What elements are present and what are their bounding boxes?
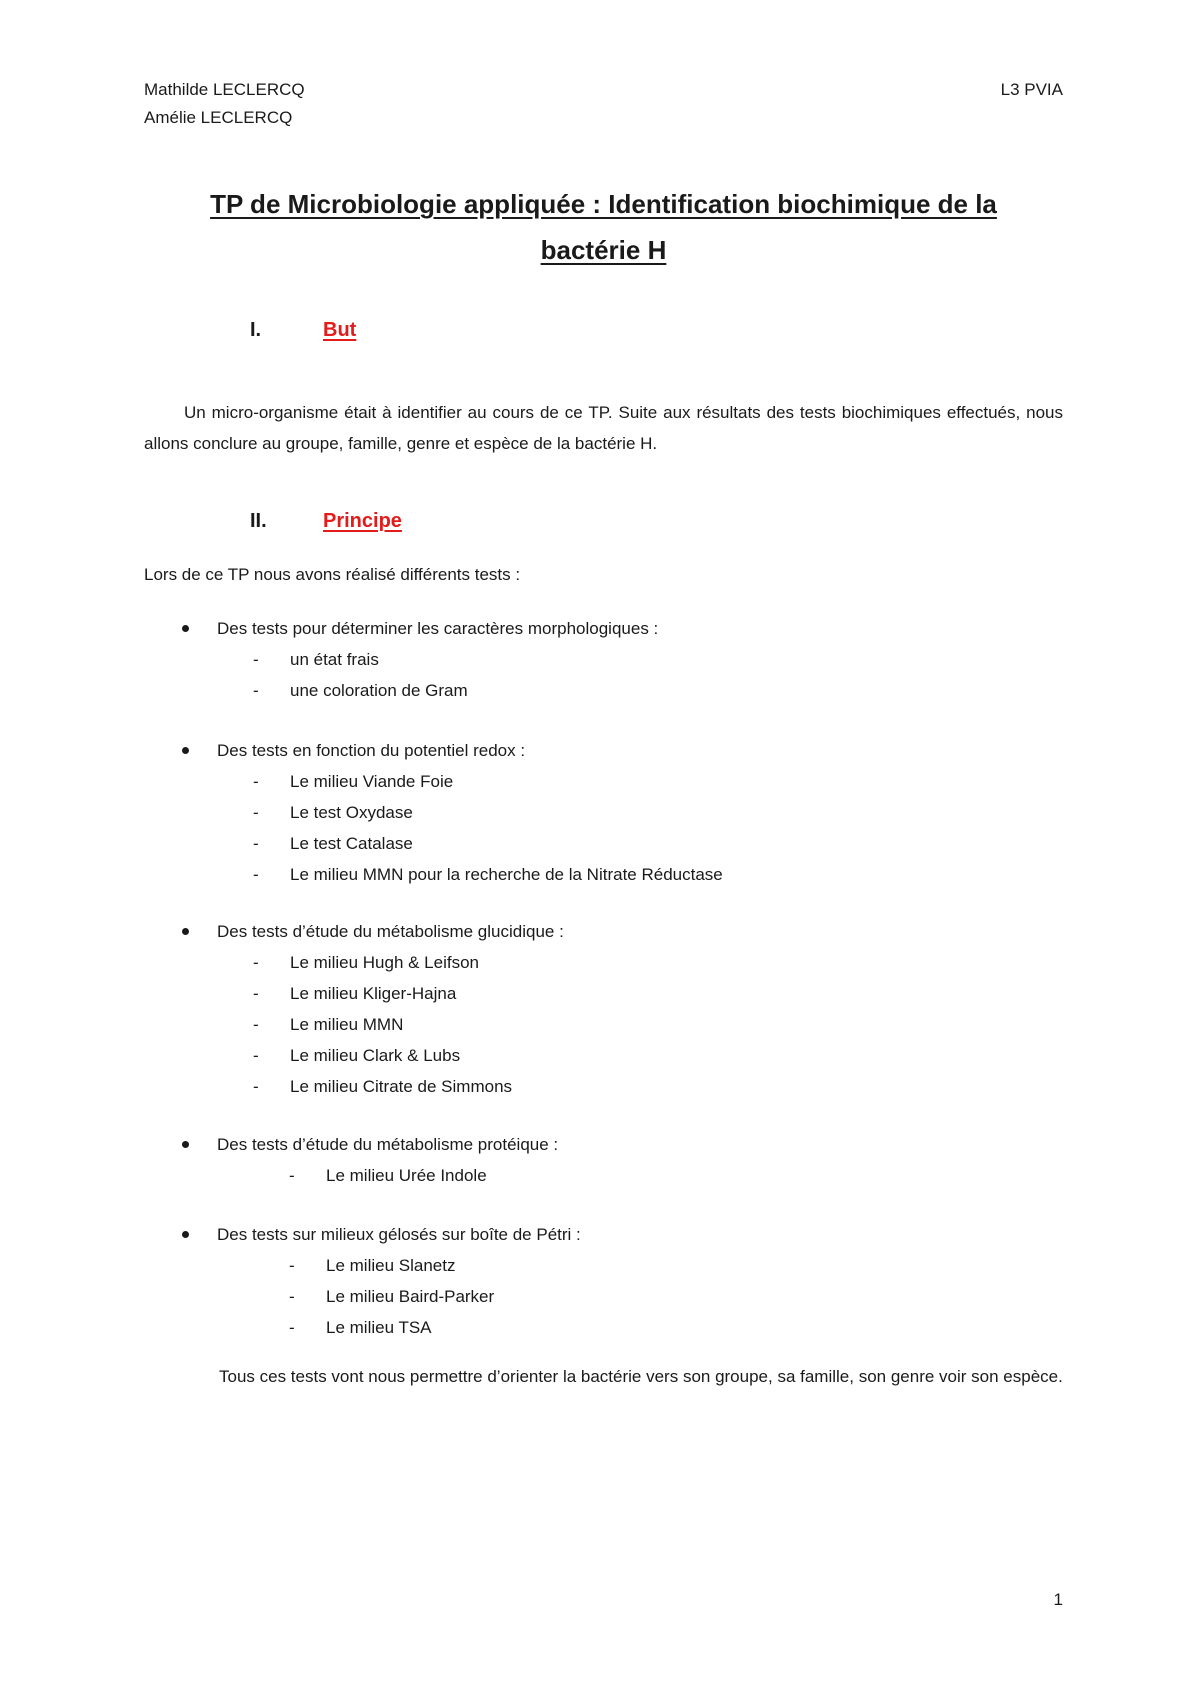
sub-list-item: - Le milieu Urée Indole xyxy=(144,1160,1063,1191)
document-title xyxy=(144,181,1063,273)
bullet-group-redox xyxy=(144,735,1063,890)
dash-icon: - xyxy=(253,772,259,791)
dash-icon: - xyxy=(289,1287,295,1306)
dash-icon: - xyxy=(253,865,259,884)
dash-icon: - xyxy=(253,1077,259,1096)
section-heading-but xyxy=(250,316,356,344)
list-item: Des tests d’étude du métabolisme glucidique : xyxy=(144,916,1063,947)
dash-icon: - xyxy=(289,1166,295,1185)
principe-intro: Lors de ce TP nous avons réalisé différents tests : xyxy=(144,565,521,584)
bullet-icon xyxy=(182,928,189,935)
dash-icon: - xyxy=(253,953,259,972)
dash-icon: - xyxy=(253,984,259,1003)
bullet-icon xyxy=(182,1141,189,1148)
dash-icon: - xyxy=(253,803,259,822)
bullet-icon xyxy=(182,625,189,632)
class-label: L3 PVIA xyxy=(1000,80,1063,99)
sub-list-item: - une coloration de Gram xyxy=(144,675,1063,706)
sub-list-item: - Le milieu Slanetz xyxy=(144,1250,1063,1281)
bullet-group-petri xyxy=(144,1219,1063,1343)
list-item: Des tests pour déterminer les caractères morphologiques : xyxy=(144,613,1063,644)
page-number: 1 xyxy=(1053,1590,1063,1609)
list-item: Des tests en fonction du potentiel redox : xyxy=(144,735,1063,766)
section-title: Principe xyxy=(323,510,402,532)
sub-list-item: - Le test Oxydase xyxy=(144,797,1063,828)
sub-list-item: - un état frais xyxy=(144,644,1063,675)
author-1: Mathilde LECLERCQ xyxy=(144,80,305,99)
dash-icon: - xyxy=(253,650,259,669)
sub-list-item: - Le milieu Kliger-Hajna xyxy=(144,978,1063,1009)
dash-icon: - xyxy=(253,681,259,700)
section-title: But xyxy=(323,319,357,341)
sub-list-item: - Le milieu Clark & Lubs xyxy=(144,1040,1063,1071)
sub-list-item: - Le test Catalase xyxy=(144,828,1063,859)
but-paragraph: Un micro-organisme était à identifier au cours de ce TP. Suite aux résultats des tests biochimiques effectués, nous allons conclure au groupe, famille, genre et espèce de la bactérie H. xyxy=(144,403,1063,453)
bullet-group-morphology xyxy=(144,613,1063,706)
bullet-group-glucidic xyxy=(144,916,1063,1102)
sub-list-item: - Le milieu MMN xyxy=(144,1009,1063,1040)
bullet-icon xyxy=(182,747,189,754)
sub-list-item: - Le milieu Hugh & Leifson xyxy=(144,947,1063,978)
author-2: Amélie LECLERCQ xyxy=(144,108,293,127)
sub-list-item: - Le milieu Viande Foie xyxy=(144,766,1063,797)
sub-list-item: - Le milieu MMN pour la recherche de la Nitrate Réductase xyxy=(144,859,1063,890)
section-number: I. xyxy=(250,319,262,341)
dash-icon: - xyxy=(253,1015,259,1034)
title-line-1: TP de Microbiologie appliquée : Identification biochimique de la xyxy=(210,189,997,219)
sub-list-item: - Le milieu Citrate de Simmons xyxy=(144,1071,1063,1102)
bullet-group-proteic xyxy=(144,1129,1063,1191)
dash-icon: - xyxy=(289,1256,295,1275)
list-item: Des tests sur milieux gélosés sur boîte de Pétri : xyxy=(144,1219,1063,1250)
principe-conclusion: Tous ces tests vont nous permettre d’orienter la bactérie vers son groupe, sa famille, son genre voir son espèce. xyxy=(219,1367,1063,1386)
dash-icon: - xyxy=(289,1318,295,1337)
sub-list-item: - Le milieu TSA xyxy=(144,1312,1063,1343)
sub-list-item: - Le milieu Baird-Parker xyxy=(144,1281,1063,1312)
section-heading-principe xyxy=(250,507,402,535)
list-item: Des tests d’étude du métabolisme protéique : xyxy=(144,1129,1063,1160)
section-number: II. xyxy=(250,510,267,532)
dash-icon: - xyxy=(253,1046,259,1065)
title-line-2: bactérie H xyxy=(540,235,667,265)
dash-icon: - xyxy=(253,834,259,853)
page-header xyxy=(144,76,1063,132)
bullet-icon xyxy=(182,1231,189,1238)
